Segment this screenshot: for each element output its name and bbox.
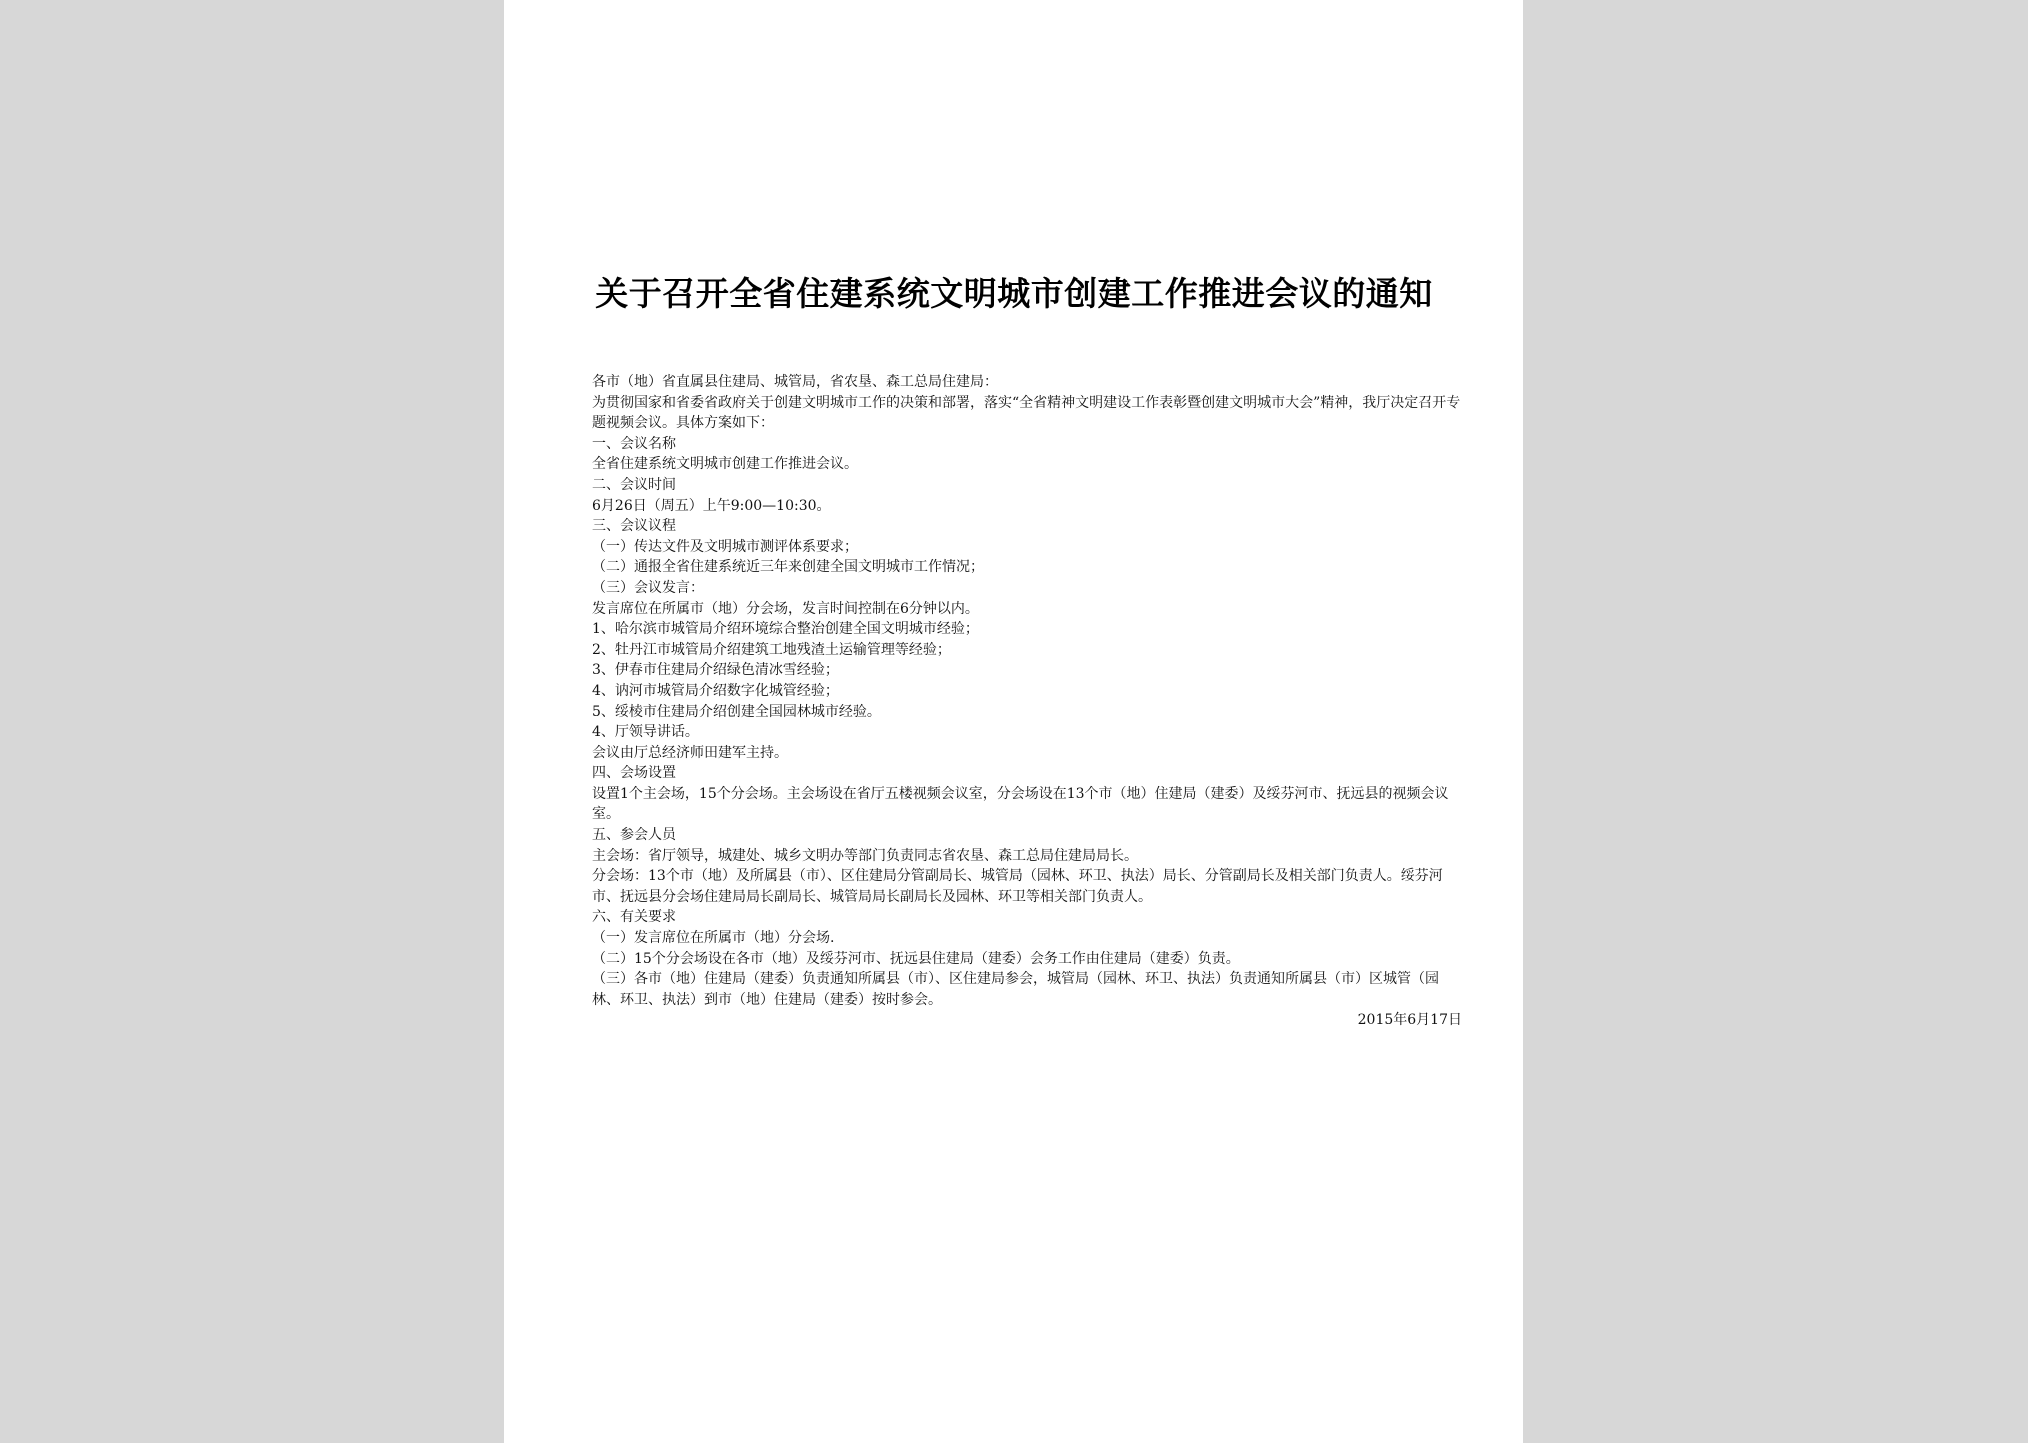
section-4-body: 设置1个主会场，15个分会场。主会场设在省厅五楼视频会议室，分会场设在13个市（地）住建局（建委）及绥芬河市、抚远县的视频会议室。 [592, 785, 1449, 823]
agenda-note: 发言席位在所属市（地）分会场，发言时间控制在6分钟以内。 [592, 600, 979, 617]
section-4-heading: 四、会场设置 [592, 765, 676, 782]
speaker-item: 5、绥棱市住建局介绍创建全国园林城市经验。 [592, 703, 881, 720]
document-title: 关于召开全省住建系统文明城市创建工作推进会议的通知 [595, 274, 1433, 313]
requirement-item: （三）各市（地）住建局（建委）负责通知所属县（市）、区住建局参会，城管局（园林、环卫、执法）负责通知所属县（市）区城管（园林、环卫、执法）到市（地）住建局（建委）按时参会。 [592, 971, 1439, 1008]
speaker-item: 1、哈尔滨市城管局介绍环境综合整治创建全国文明城市经验； [592, 621, 979, 638]
meeting-chair: 会议由厅总经济师田建军主持。 [592, 744, 788, 761]
speaker-item: 4、厅领导讲话。 [592, 724, 699, 741]
section-2-heading: 二、会议时间 [592, 476, 676, 493]
speaker-item: 2、牡丹江市城管局介绍建筑工地残渣土运输管理等经验； [592, 641, 951, 658]
requirement-item: （二）15个分会场设在各市（地）及绥芬河市、抚远县住建局（建委）会务工作由住建局（建委）负责。 [592, 950, 1240, 967]
section-1-heading: 一、会议名称 [592, 435, 676, 452]
document-page [504, 0, 1523, 1443]
section-5-heading: 五、参会人员 [592, 827, 676, 844]
intro-paragraph: 为贯彻国家和省委省政府关于创建文明城市工作的决策和部署，落实“全省精神文明建设工作表彰暨创建文明城市大会”精神，我厅决定召开专题视频会议。具体方案如下： [592, 394, 1461, 432]
salutation: 各市（地）省直属县住建局、城管局，省农垦、森工总局住建局： [592, 374, 998, 390]
main-venue-attendees: 主会场：省厅领导，城建处、城乡文明办等部门负责同志省农垦、森工总局住建局局长。 [592, 847, 1138, 864]
agenda-item: （三）会议发言： [592, 579, 704, 596]
section-2-body: 6月26日（周五）上午9:00—10:30。 [592, 497, 831, 514]
section-3-heading: 三、会议议程 [592, 518, 676, 535]
requirement-item: （一）发言席位在所属市（地）分会场. [592, 930, 835, 947]
speaker-item: 4、讷河市城管局介绍数字化城管经验； [592, 682, 839, 699]
section-1-body: 全省住建系统文明城市创建工作推进会议。 [592, 456, 858, 473]
branch-venue-attendees: 分会场：13个市（地）及所属县（市）、区住建局分管副局长、城管局（园林、环卫、执法）局长、分管副局长及相关部门负责人。绥芬河市、抚远县分会场住建局局长副局长、城管局局长副局长及园林、环卫等相关部门负责人。 [592, 868, 1443, 905]
agenda-item: （二）通报全省住建系统近三年来创建全国文明城市工作情况； [592, 559, 984, 576]
document-date: 2015年6月17日 [1357, 1012, 1462, 1029]
section-6-heading: 六、有关要求 [592, 909, 676, 926]
agenda-item: （一）传达文件及文明城市测评体系要求； [592, 538, 858, 555]
speaker-item: 3、伊春市住建局介绍绿色清冰雪经验； [592, 662, 839, 679]
document-body [564, 372, 1464, 1031]
